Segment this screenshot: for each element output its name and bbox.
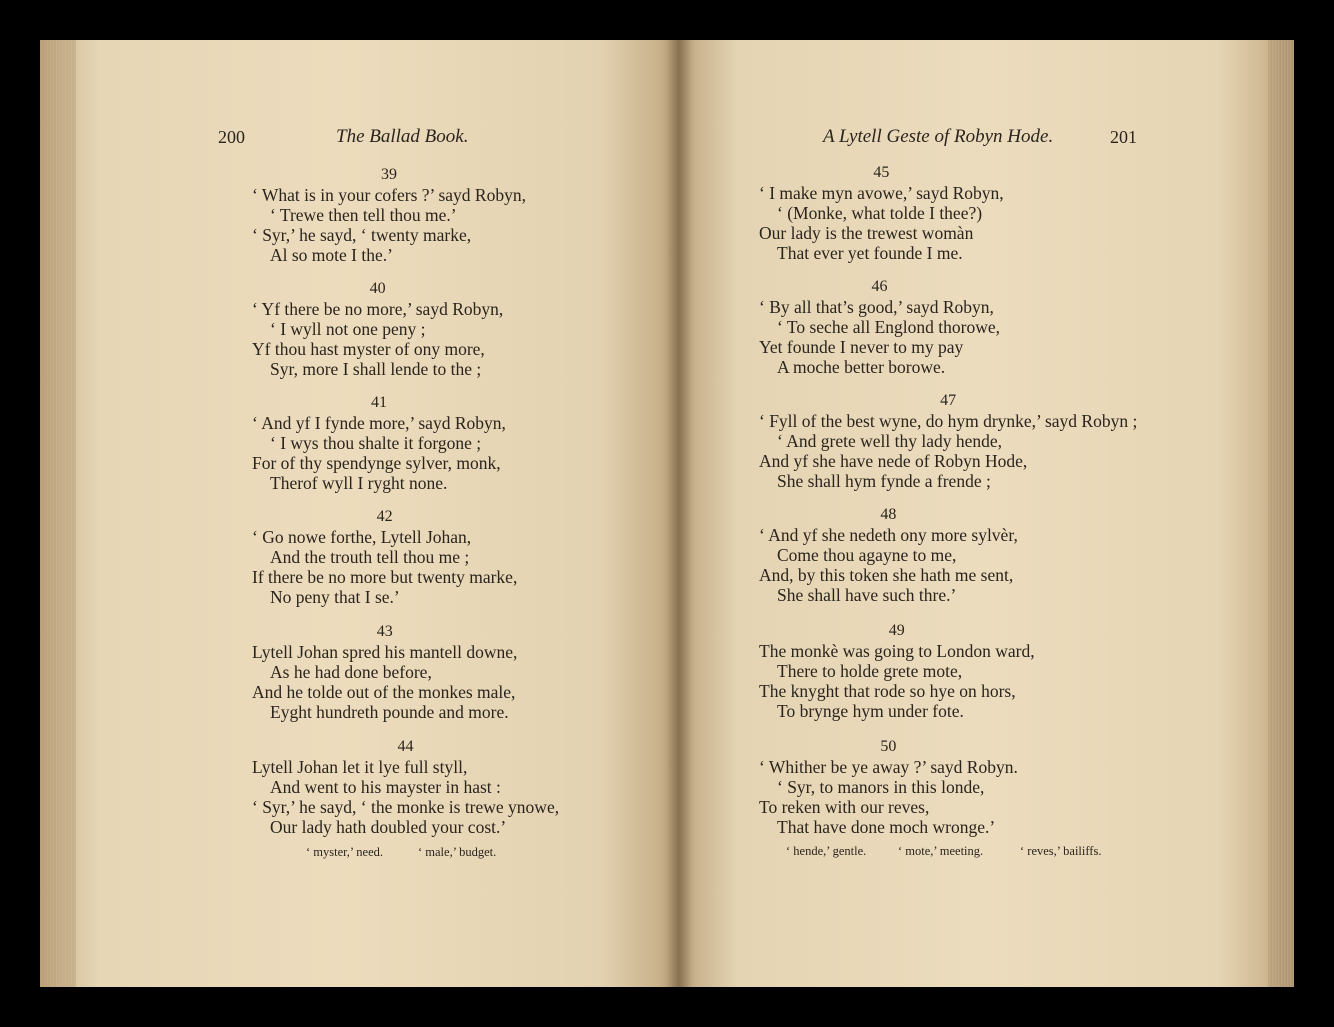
verse-line: No peny that I se.’ bbox=[270, 587, 400, 607]
verse-line: Lytell Johan let it lye full styll, bbox=[252, 757, 468, 777]
verse-line: And the trouth tell thou me ; bbox=[270, 547, 470, 567]
verse-line: And went to his mayster in hast : bbox=[270, 777, 501, 797]
verse-line: Yf thou hast myster of ony more, bbox=[252, 339, 485, 359]
left-page bbox=[40, 40, 678, 987]
footnote: ‘ myster,’ need. bbox=[306, 845, 384, 859]
stanza-number: 39 bbox=[380, 166, 397, 183]
stanza bbox=[252, 623, 517, 722]
verse-line: That ever yet founde I me. bbox=[777, 243, 963, 263]
running-title: The Ballad Book. bbox=[336, 126, 469, 147]
stanza-number: 40 bbox=[369, 280, 386, 297]
verse-line: ‘ Trewe then tell thou me.’ bbox=[270, 205, 457, 225]
verse-line: That have done moch wronge.’ bbox=[777, 817, 996, 837]
stanza bbox=[252, 738, 559, 837]
open-book bbox=[40, 40, 1294, 987]
stanza-number: 44 bbox=[397, 738, 414, 755]
verse-line: ‘ I wyll not one peny ; bbox=[270, 319, 426, 339]
stanza bbox=[759, 738, 1018, 837]
stanza-number: 48 bbox=[880, 506, 897, 523]
stanza-number: 45 bbox=[873, 164, 890, 181]
verse-line: If there be no more but twenty marke, bbox=[252, 567, 518, 587]
footnote: ‘ hende,’ gentle. bbox=[786, 844, 867, 858]
stanza-number: 42 bbox=[376, 508, 393, 525]
verse-line: There to holde grete mote, bbox=[777, 661, 963, 681]
verse-line: Therof wyll I ryght none. bbox=[270, 473, 448, 493]
verse-line: The knyght that rode so hye on hors, bbox=[759, 681, 1016, 701]
stanza bbox=[759, 506, 1018, 605]
stanza bbox=[252, 508, 517, 607]
verse-line: Come thou agayne to me, bbox=[777, 545, 957, 565]
stanza bbox=[759, 622, 1035, 721]
verse-line: And he tolde out of the monkes male, bbox=[252, 682, 516, 702]
stanza-number: 47 bbox=[940, 392, 957, 409]
verse-line: To brynge hym under fote. bbox=[777, 701, 964, 721]
stanza bbox=[252, 166, 526, 265]
verse-line: Our lady hath doubled your cost.’ bbox=[270, 817, 507, 837]
stanza bbox=[759, 392, 1137, 491]
verse-line: ‘ Go nowe forthe, Lytell Johan, bbox=[252, 527, 472, 547]
verse-line: ‘ Syr, to manors in this londe, bbox=[777, 777, 985, 797]
verse-line: ‘ Whither be ye away ?’ sayd Robyn. bbox=[759, 757, 1018, 777]
verse-line: ‘ (Monke, what tolde I thee?) bbox=[777, 203, 983, 223]
verse-line: ‘ To seche all Englond thorowe, bbox=[777, 317, 1000, 337]
verse-line: She shall have such thre.’ bbox=[777, 585, 957, 605]
verse-line: For of thy spendynge sylver, monk, bbox=[252, 453, 501, 473]
verse-line: ‘ What is in your cofers ?’ sayd Robyn, bbox=[252, 185, 526, 205]
footnote: ‘ mote,’ meeting. bbox=[898, 844, 984, 858]
stanza bbox=[759, 164, 1004, 263]
verse-line: To reken with our reves, bbox=[759, 797, 930, 817]
verse-line: Syr, more I shall lende to the ; bbox=[270, 359, 482, 379]
verse-line: ‘ By all that’s good,’ sayd Robyn, bbox=[759, 297, 994, 317]
verse-line: ‘ I wys thou shalte it forgone ; bbox=[270, 433, 482, 453]
verse-line: ‘ Yf there be no more,’ sayd Robyn, bbox=[252, 299, 504, 319]
page-edges-right bbox=[1268, 40, 1294, 987]
verse-line: As he had done before, bbox=[270, 662, 432, 682]
verse-line: And, by this token she hath me sent, bbox=[759, 565, 1014, 585]
verse-line: A moche better borowe. bbox=[777, 357, 946, 377]
page-number: 201 bbox=[1110, 127, 1137, 147]
verse-line: And yf she have nede of Robyn Hode, bbox=[759, 451, 1028, 471]
stanza bbox=[252, 394, 506, 493]
verse-line: ‘ Fyll of the best wyne, do hym drynke,’ sayd Robyn ; bbox=[759, 411, 1138, 431]
verse-line: Lytell Johan spred his mantell downe, bbox=[252, 642, 518, 662]
stanza-number: 46 bbox=[871, 278, 888, 295]
verse-line: Yet founde I never to my pay bbox=[759, 337, 964, 357]
stanza-number: 43 bbox=[376, 623, 393, 640]
right-page bbox=[678, 40, 1294, 987]
verse-line: ‘ And yf I fynde more,’ sayd Robyn, bbox=[252, 413, 506, 433]
page-edges-left bbox=[40, 40, 76, 987]
verse-line: ‘ And yf she nedeth ony more sylvèr, bbox=[759, 525, 1018, 545]
stanza-number: 41 bbox=[370, 394, 387, 411]
stanza-number: 49 bbox=[888, 622, 905, 639]
stanza-number: 50 bbox=[880, 738, 897, 755]
verse-line: Eyght hundreth pounde and more. bbox=[270, 702, 509, 722]
verse-line: ‘ Syr,’ he sayd, ‘ the monke is trewe ynowe, bbox=[252, 797, 560, 817]
verse-line: ‘ And grete well thy lady hende, bbox=[777, 431, 1003, 451]
page-number: 200 bbox=[218, 127, 245, 147]
footnote: ‘ reves,’ bailiffs. bbox=[1020, 844, 1102, 858]
running-title: A Lytell Geste of Robyn Hode. bbox=[823, 126, 1054, 147]
verse-line: The monkè was going to London ward, bbox=[759, 641, 1035, 661]
verse-line: She shall hym fynde a frende ; bbox=[777, 471, 991, 491]
verse-line: Our lady is the trewest womàn bbox=[759, 223, 974, 243]
verse-line: ‘ Syr,’ he sayd, ‘ twenty marke, bbox=[252, 225, 472, 245]
footnote: ‘ male,’ budget. bbox=[418, 845, 497, 859]
book-gutter bbox=[666, 40, 692, 987]
verse-line: Al so mote I the.’ bbox=[270, 245, 393, 265]
verse-line: ‘ I make myn avowe,’ sayd Robyn, bbox=[759, 183, 1004, 203]
stanza bbox=[759, 278, 1000, 377]
stanza bbox=[252, 280, 503, 379]
